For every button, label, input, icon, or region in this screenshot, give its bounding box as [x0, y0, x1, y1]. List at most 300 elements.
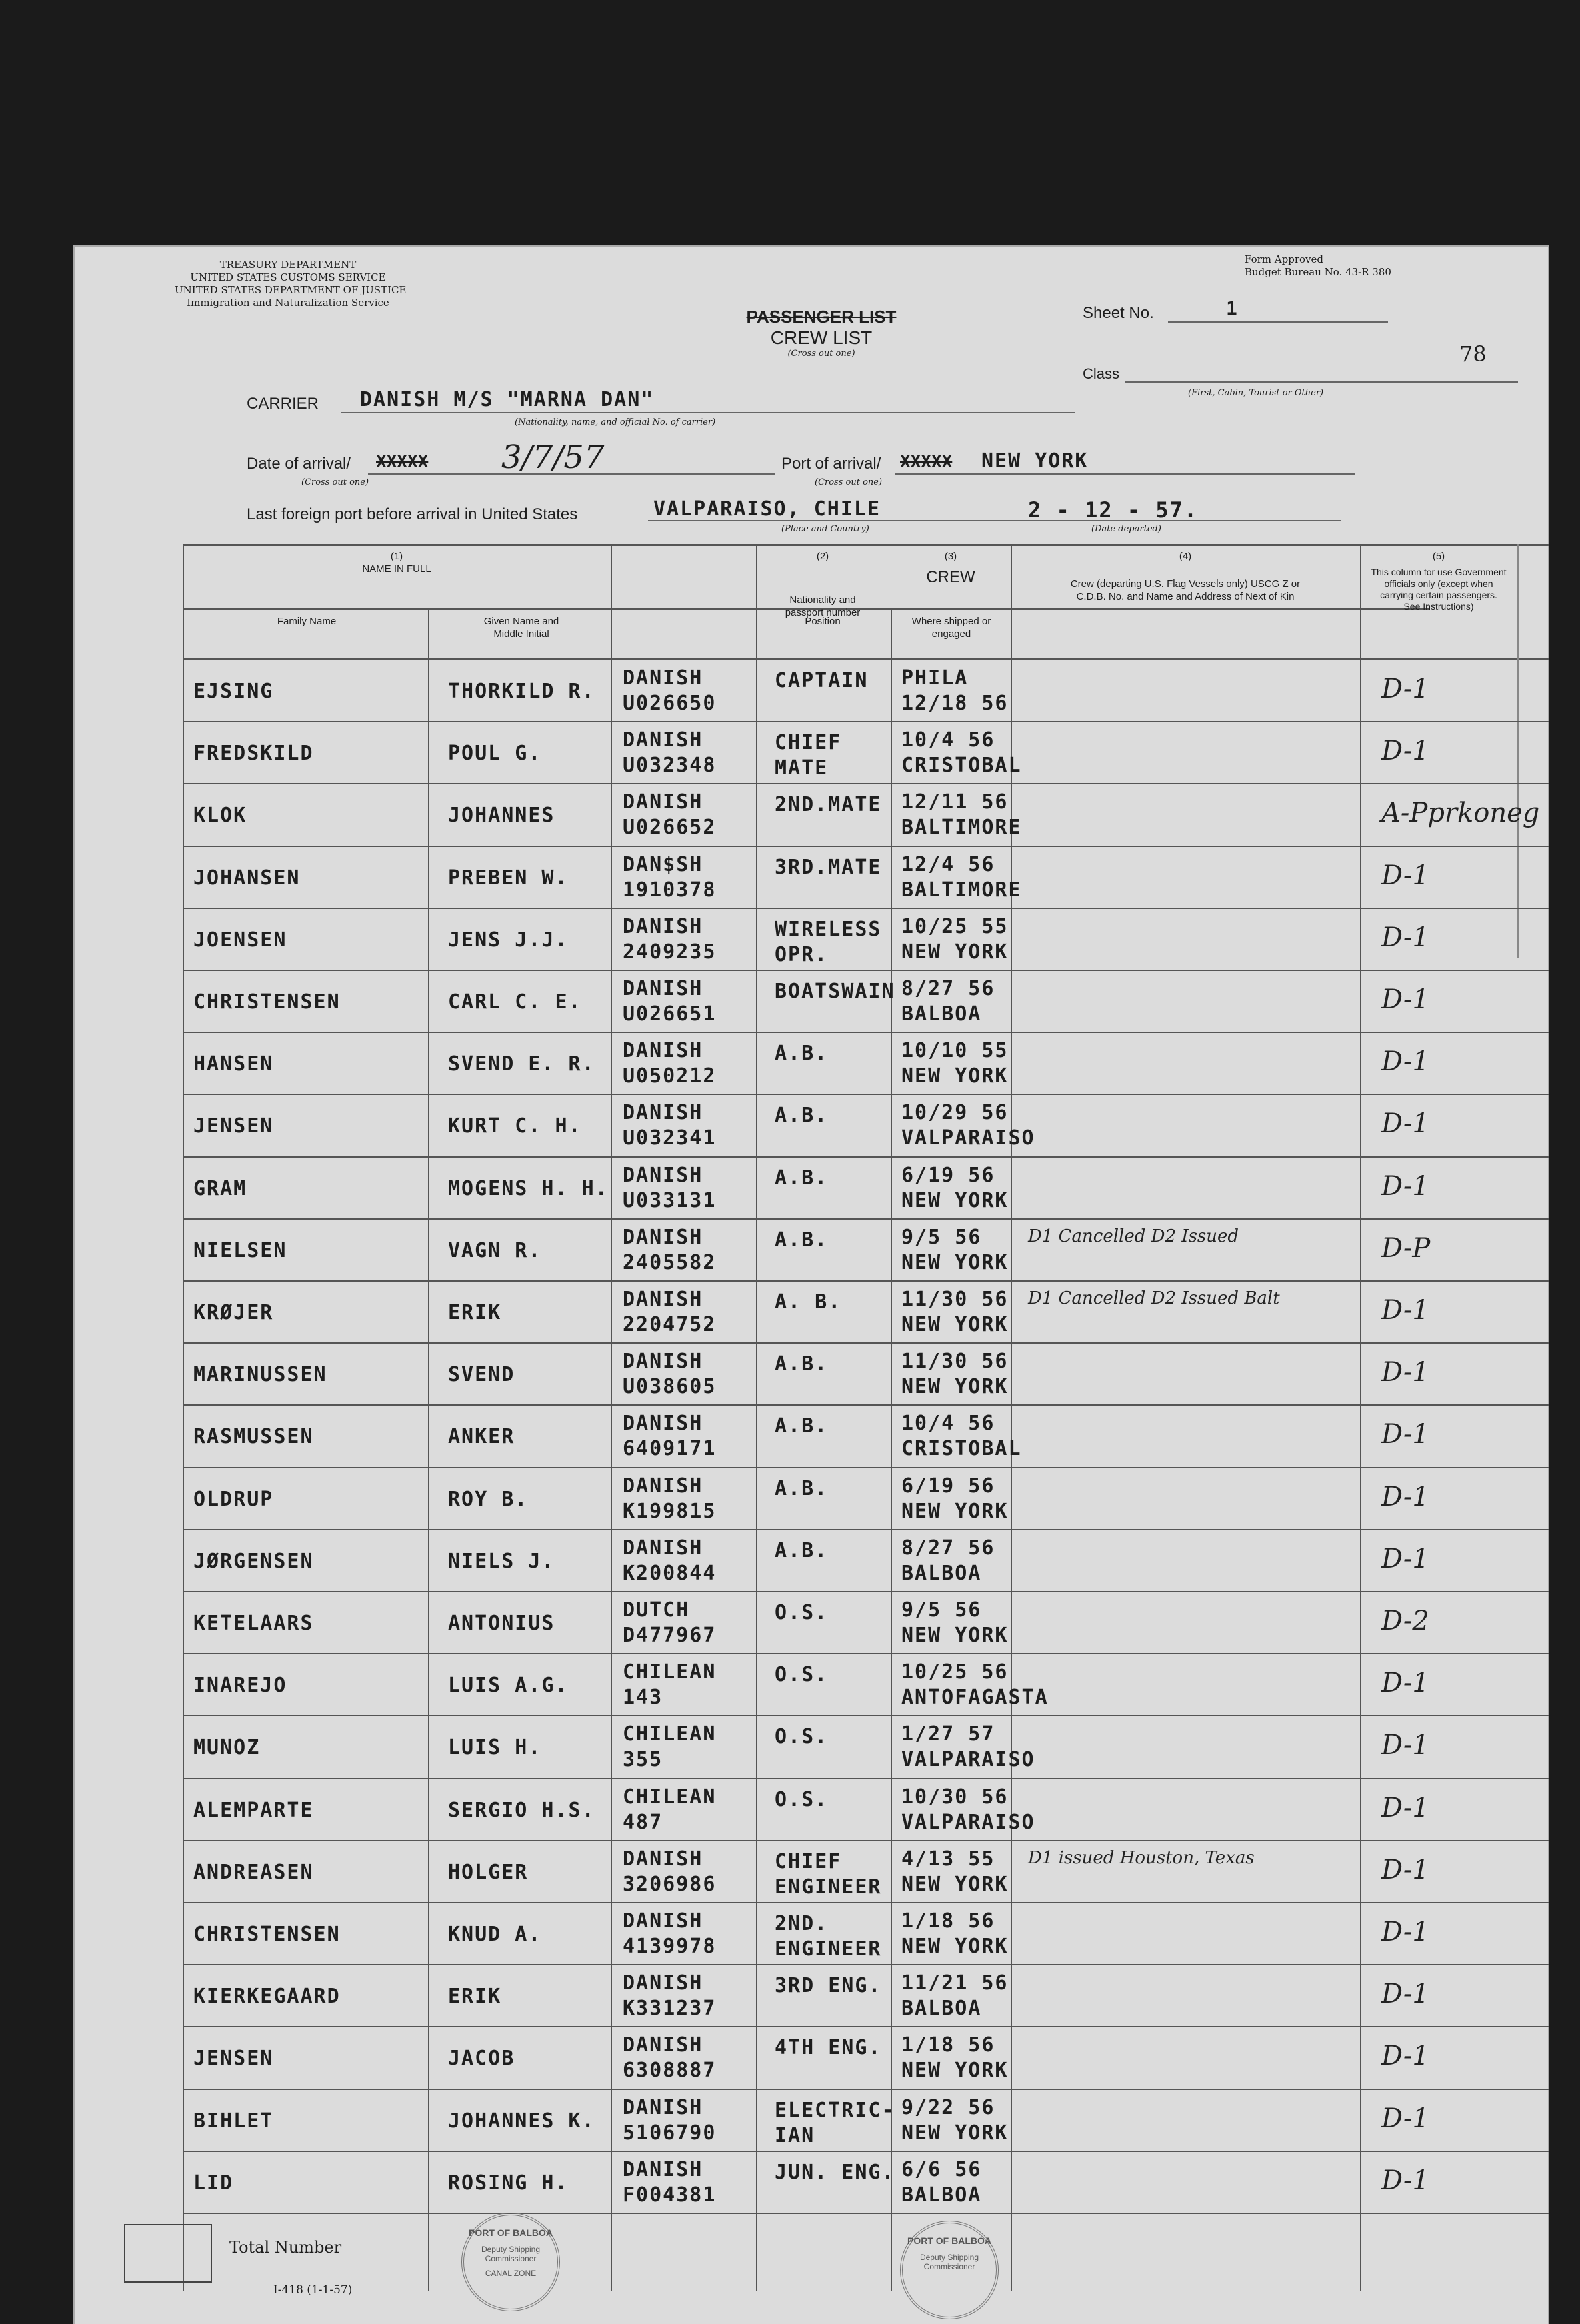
passport-cell: 3206986 — [623, 1872, 717, 1896]
position-cell: JUN. ENG. — [775, 2160, 895, 2184]
given-name-cell: THORKILD R. — [448, 680, 595, 703]
port-stamp-1 — [461, 2213, 560, 2311]
passport-cell: 6308887 — [623, 2059, 717, 2083]
nationality-cell: DANISH — [623, 2095, 703, 2119]
passport-cell: 2405582 — [623, 1250, 717, 1274]
given-name-cell: JACOB — [448, 2047, 515, 2071]
official-remark: D-1 — [1381, 984, 1429, 1015]
position-cell: 2ND.MATE — [775, 793, 882, 817]
carrier-note: (Nationality, name, and official No. of carrier) — [515, 417, 716, 427]
row-rule — [183, 2026, 1549, 2027]
col-5-number: (5) — [1432, 551, 1445, 562]
last-port-label: Last foreign port before arrival in United States — [247, 505, 578, 523]
header-bottom-border — [183, 658, 1549, 660]
row-rule — [183, 2089, 1549, 2090]
passport-cell: 2409235 — [623, 940, 717, 964]
position-cell: O.S. — [775, 1601, 829, 1624]
row-rule — [183, 1032, 1549, 1033]
col-rule-left — [183, 544, 184, 2291]
given-name-cell: LUIS H. — [448, 1736, 542, 1760]
row-rule — [183, 1778, 1549, 1779]
nationality-cell: CHILEAN — [623, 1660, 717, 1684]
official-remark: D-1 — [1381, 860, 1429, 891]
position-cell: A.B. — [775, 1042, 829, 1066]
position-cell: BOATSWAIN — [775, 980, 895, 1003]
position-cell: A.B. — [775, 1538, 829, 1562]
shipped-date-cell: 9/5 56 — [901, 1598, 982, 1622]
family-name-cell: JOENSEN — [193, 928, 287, 952]
nationality-cell: DANISH — [623, 1412, 703, 1436]
shipped-place-cell: NEW YORK — [901, 1250, 1009, 1274]
arrival-date: 3/7/57 — [501, 439, 605, 476]
departure-note: (Date departed) — [1091, 524, 1161, 534]
nationality-cell: DANISH — [623, 1288, 703, 1311]
sheet-number: 1 — [1226, 297, 1237, 319]
official-remark: D-1 — [1381, 736, 1429, 767]
departure-date: 2 - 12 - 57. — [1028, 497, 1199, 523]
nationality-cell: DANISH — [623, 914, 703, 938]
title-note: (Cross out one) — [787, 349, 855, 359]
position-cell: O.S. — [775, 1663, 829, 1687]
row-rule — [183, 1964, 1549, 1965]
col-rule-next-of-kin — [1360, 544, 1361, 2291]
passport-cell: 355 — [623, 1748, 663, 1772]
nationality-cell: DANISH — [623, 1039, 703, 1063]
official-remark: D-1 — [1381, 1730, 1429, 1761]
row-rule — [183, 1902, 1549, 1903]
col-rule-right — [1517, 544, 1519, 958]
family-name-cell: JENSEN — [193, 2047, 274, 2071]
official-remark: D-1 — [1381, 2165, 1429, 2196]
position-cell: ELECTRIC- IAN — [775, 2098, 895, 2147]
shipped-date-cell: PHILA — [901, 666, 969, 690]
shipped-date-cell: 1/18 56 — [901, 2033, 995, 2057]
form-code: I-418 (1-1-57) — [273, 2283, 353, 2297]
official-remark: D-1 — [1381, 1357, 1429, 1388]
row-rule — [183, 1404, 1549, 1406]
official-remark: D-1 — [1381, 2041, 1429, 2072]
shipped-date-cell: 6/19 56 — [901, 1474, 995, 1498]
official-remark: D-1 — [1381, 2103, 1429, 2134]
nationality-cell: CHILEAN — [623, 1785, 717, 1809]
row-rule — [183, 1715, 1549, 1716]
shipped-place-cell: BALBOA — [901, 1561, 982, 1585]
shipped-date-cell: 10/4 56 — [901, 1412, 995, 1436]
shipped-place-cell: NEW YORK — [901, 940, 1009, 964]
shipped-place-cell: NEW YORK — [901, 1375, 1009, 1399]
shipped-place-cell: ANTOFAGASTA — [901, 1686, 1049, 1710]
nationality-header: Nationality and passport number — [785, 594, 861, 618]
row-rule — [183, 1653, 1549, 1654]
passport-cell: 5106790 — [623, 2121, 717, 2145]
family-name-cell: KETELAARS — [193, 1612, 314, 1635]
shipped-date-cell: 10/10 55 — [901, 1039, 1009, 1063]
nationality-cell: DANISH — [623, 1225, 703, 1249]
family-name-cell: MARINUSSEN — [193, 1363, 327, 1387]
position-cell: A.B. — [775, 1352, 829, 1376]
row-rule — [183, 1529, 1549, 1530]
arrival-crossed: XXXXX — [376, 452, 429, 472]
given-name-cell: SVEND E. R. — [448, 1052, 595, 1076]
col-1-header — [183, 550, 611, 575]
last-port-underline — [648, 520, 981, 521]
official-remark: A-Pprkoneg — [1381, 798, 1540, 829]
position-cell: 4TH ENG. — [775, 2036, 882, 2060]
col-3-number: (3) — [944, 551, 957, 562]
shipped-place-cell: VALPARAISO — [901, 1810, 1035, 1834]
arrival-underline — [368, 473, 775, 475]
col-1-number: (1) — [390, 551, 403, 562]
shipped-place-cell: BALTIMORE — [901, 816, 1022, 840]
carrier-label: CARRIER — [247, 395, 319, 413]
crew-list-title: CREW LIST — [770, 327, 873, 348]
family-name-cell: ANDREASEN — [193, 1860, 314, 1884]
passport-cell: 6409171 — [623, 1437, 717, 1461]
official-remark: D-1 — [1381, 1917, 1429, 1947]
table-top-border — [183, 544, 1549, 546]
row-rule — [183, 721, 1549, 722]
shipped-place-cell: VALPARAISO — [901, 1748, 1035, 1772]
position-cell: O.S. — [775, 1725, 829, 1749]
agency-line-1: TREASURY DEPARTMENT — [219, 259, 357, 271]
position-cell: A.B. — [775, 1166, 829, 1190]
given-name-cell: MOGENS H. H. — [448, 1176, 609, 1200]
family-name-cell: OLDRUP — [193, 1487, 274, 1511]
given-name-cell: KURT C. H. — [448, 1114, 582, 1138]
carrier-underline — [341, 412, 1075, 413]
official-remark: D-1 — [1381, 674, 1429, 704]
passport-cell: U038605 — [623, 1375, 717, 1399]
official-remark: D-1 — [1381, 1543, 1429, 1574]
shipped-place-cell: NEW YORK — [901, 1624, 1009, 1647]
given-name-cell: ANKER — [448, 1425, 515, 1449]
family-name-cell: INAREJO — [193, 1674, 287, 1698]
family-name-cell: FREDSKILD — [193, 742, 314, 766]
stamp-1-bottom: CANAL ZONE — [485, 2269, 537, 2278]
passport-cell: U032341 — [623, 1126, 717, 1150]
passport-cell: 143 — [623, 1686, 663, 1710]
col-rule-position — [891, 608, 892, 2291]
shipped-place-cell: NEW YORK — [901, 1313, 1009, 1336]
row-rule — [183, 2213, 1549, 2214]
port-underline — [895, 473, 1355, 475]
position-cell: 3RD.MATE — [775, 855, 882, 879]
position-cell: A.B. — [775, 1228, 829, 1252]
row-rule — [183, 1094, 1549, 1095]
official-remark: D-1 — [1381, 1046, 1429, 1078]
position-cell: A.B. — [775, 1104, 829, 1128]
official-remark: D-1 — [1381, 922, 1429, 953]
position-cell: 3RD ENG. — [775, 1974, 882, 1998]
given-name-cell: ROSING H. — [448, 2171, 569, 2195]
official-remark: D-1 — [1381, 1295, 1429, 1326]
official-remark: D-1 — [1381, 1419, 1429, 1450]
nationality-cell: DANISH — [623, 1847, 703, 1871]
given-name-cell: NIELS J. — [448, 1549, 555, 1573]
col-1-title: NAME IN FULL — [362, 563, 431, 575]
shipped-date-cell: 10/25 55 — [901, 914, 1009, 938]
handwritten-note: D1 issued Houston, Texas — [1028, 1847, 1255, 1868]
crossed-title: PASSENGER LIST — [746, 307, 897, 327]
position-cell: A.B. — [775, 1414, 829, 1438]
arrival-note: (Cross out one) — [301, 477, 369, 487]
shipped-place-cell: NEW YORK — [901, 2059, 1009, 2083]
nationality-cell: DANISH — [623, 728, 703, 752]
col-rule-family — [428, 608, 429, 2291]
given-name-cell: ROY B. — [448, 1487, 529, 1511]
given-name-header: Given Name and Middle Initial — [483, 616, 559, 640]
col-rule-nationality — [756, 544, 757, 2291]
row-rule — [183, 1156, 1549, 1158]
position-cell: CHIEF ENGINEER — [775, 1849, 882, 1899]
agency-line-2: UNITED STATES CUSTOMS SERVICE — [190, 271, 386, 283]
family-name-cell: NIELSEN — [193, 1238, 287, 1262]
position-cell: A.B. — [775, 1476, 829, 1500]
shipped-date-cell: 8/27 56 — [901, 1536, 995, 1560]
nationality-cell: DANISH — [623, 1474, 703, 1498]
nationality-cell: DANISH — [623, 2033, 703, 2057]
total-number-box — [124, 2224, 212, 2283]
passport-cell: U026650 — [623, 692, 717, 715]
passport-cell: 1910378 — [623, 878, 717, 902]
shipped-date-cell: 10/29 56 — [901, 1101, 1009, 1125]
passport-cell: U026652 — [623, 816, 717, 840]
row-rule — [183, 908, 1549, 909]
col-rule-name — [611, 544, 612, 2291]
stamp-1-sub: Deputy Shipping Commissioner — [481, 2245, 541, 2263]
row-rule — [183, 1218, 1549, 1220]
family-name-header: Family Name — [277, 616, 337, 627]
nationality-cell: DANISH — [623, 1101, 703, 1125]
given-name-cell: POUL G. — [448, 742, 542, 766]
position-cell: A. B. — [775, 1290, 842, 1314]
row-rule — [183, 970, 1549, 971]
next-of-kin-header: Crew (departing U.S. Flag Vessels only) USCG Z or C.D.B. No. and Name and Address of Next of Kin — [1070, 578, 1301, 602]
given-name-cell: JOHANNES — [448, 804, 555, 828]
nationality-cell: CHILEAN — [623, 1722, 717, 1747]
official-remark: D-1 — [1381, 1854, 1429, 1885]
official-remark: D-1 — [1381, 1108, 1429, 1140]
position-cell: CHIEF MATE — [775, 731, 842, 780]
official-remark: D-1 — [1381, 1792, 1429, 1823]
given-name-cell: CARL C. E. — [448, 990, 582, 1014]
row-rule — [183, 1280, 1549, 1282]
passport-cell: U033131 — [623, 1188, 717, 1212]
nationality-cell: DANISH — [623, 1163, 703, 1187]
shipped-date-cell: 11/30 56 — [901, 1350, 1009, 1374]
given-name-cell: ANTONIUS — [448, 1612, 555, 1635]
nationality-cell: DANISH — [623, 1350, 703, 1374]
class-note: (First, Cabin, Tourist or Other) — [1188, 388, 1324, 398]
official-remark: D-P — [1381, 1232, 1431, 1264]
shipped-place-cell: 12/18 56 — [901, 692, 1009, 715]
official-remark: D-2 — [1381, 1606, 1429, 1636]
shipped-date-cell: 10/30 56 — [901, 1785, 1009, 1809]
handwritten-note: D1 Cancelled D2 Issued — [1028, 1226, 1239, 1246]
shipped-date-cell: 9/5 56 — [901, 1225, 982, 1249]
crew-header: CREW — [926, 568, 975, 586]
family-name-cell: CHRISTENSEN — [193, 1923, 341, 1946]
shipped-date-cell: 11/21 56 — [901, 1971, 1009, 1995]
col-4-number: (4) — [1179, 551, 1192, 562]
nationality-cell: DANISH — [623, 1536, 703, 1560]
given-name-cell: ERIK — [448, 1301, 502, 1324]
shipped-date-cell: 12/11 56 — [901, 790, 1009, 814]
shipped-place-cell: NEW YORK — [901, 1188, 1009, 1212]
official-remark: D-1 — [1381, 1979, 1429, 2010]
given-name-cell: SVEND — [448, 1363, 515, 1387]
row-rule — [183, 1342, 1549, 1344]
family-name-cell: JOHANSEN — [193, 866, 301, 890]
position-cell: CAPTAIN — [775, 669, 869, 692]
official-remark: D-1 — [1381, 1481, 1429, 1512]
row-rule — [183, 2151, 1549, 2152]
shipped-date-cell: 11/30 56 — [901, 1288, 1009, 1311]
shipped-place-cell: BALBOA — [901, 1997, 982, 2021]
family-name-cell: JØRGENSEN — [193, 1549, 314, 1573]
shipped-date-cell: 12/4 56 — [901, 852, 995, 876]
position-cell: WIRELESS OPR. — [775, 917, 882, 966]
passport-cell: K199815 — [623, 1499, 717, 1523]
stamp-2-title: PORT OF BALBOA — [907, 2235, 991, 2246]
shipped-place-cell: NEW YORK — [901, 1872, 1009, 1896]
page-number: 78 — [1459, 341, 1487, 367]
shipped-date-cell: 10/4 56 — [901, 728, 995, 752]
arrival-label: Date of arrival/ — [247, 455, 351, 473]
last-port-note: (Place and Country) — [781, 524, 869, 534]
given-name-cell: HOLGER — [448, 1860, 529, 1884]
agency-line-4: Immigration and Naturalization Service — [187, 297, 389, 309]
nationality-cell: DANISH — [623, 1971, 703, 1995]
position-header: Position — [805, 616, 841, 627]
shipped-date-cell: 1/27 57 — [901, 1722, 995, 1747]
agency-line-3: UNITED STATES DEPARTMENT OF JUSTICE — [175, 284, 407, 296]
port-crossed: XXXXX — [900, 452, 953, 472]
given-name-cell: JOHANNES K. — [448, 2109, 595, 2133]
given-name-cell: PREBEN W. — [448, 866, 569, 890]
given-name-cell: KNUD A. — [448, 1923, 542, 1946]
shipped-date-cell: 6/6 56 — [901, 2157, 982, 2181]
last-port-value: VALPARAISO, CHILE — [653, 497, 881, 521]
shipped-place-cell: NEW YORK — [901, 2121, 1009, 2145]
form-approved-line-1: Form Approved — [1245, 253, 1323, 265]
passport-cell: K331237 — [623, 1997, 717, 2021]
shipped-place-cell: NEW YORK — [901, 1935, 1009, 1958]
shipped-date-cell: 8/27 56 — [901, 977, 995, 1000]
stamp-2-sub: Deputy Shipping Commissioner — [919, 2253, 979, 2271]
stamp-1-title: PORT OF BALBOA — [469, 2227, 553, 2238]
shipped-place-cell: CRISTOBAL — [901, 754, 1022, 778]
family-name-cell: EJSING — [193, 680, 274, 703]
given-name-cell: LUIS A.G. — [448, 1674, 569, 1698]
nationality-cell: DAN$SH — [623, 852, 703, 876]
given-name-cell: JENS J.J. — [448, 928, 569, 952]
family-name-cell: KRØJER — [193, 1301, 274, 1324]
family-name-cell: BIHLET — [193, 2109, 274, 2133]
shipped-place-cell: BALBOA — [901, 1002, 982, 1026]
crew-list-document — [75, 247, 1548, 2324]
nationality-cell: DANISH — [623, 666, 703, 690]
family-name-cell: ALEMPARTE — [193, 1798, 314, 1822]
passport-cell: U050212 — [623, 1064, 717, 1088]
passport-cell: U032348 — [623, 754, 717, 778]
official-use-header: This column for use Government officials only (except when carrying certain passengers. See Instructions) — [1371, 567, 1507, 612]
given-name-cell: SERGIO H.S. — [448, 1798, 595, 1822]
form-approved-line-2: Budget Bureau No. 43-R 380 — [1245, 266, 1391, 278]
shipped-place-cell: NEW YORK — [901, 1499, 1009, 1523]
shipped-date-cell: 6/19 56 — [901, 1163, 995, 1187]
shipped-date-cell: 1/18 56 — [901, 1909, 995, 1933]
port-label: Port of arrival/ — [781, 455, 881, 473]
nationality-cell: DANISH — [623, 977, 703, 1000]
carrier-value: DANISH M/S "MARNA DAN" — [360, 388, 655, 411]
passport-cell: K200844 — [623, 1561, 717, 1585]
given-name-cell: VAGN R. — [448, 1238, 542, 1262]
shipped-date-cell: 4/13 55 — [901, 1847, 995, 1871]
passport-cell: 487 — [623, 1810, 663, 1834]
nationality-cell: DANISH — [623, 2157, 703, 2181]
nationality-cell: DUTCH — [623, 1598, 690, 1622]
family-name-cell: JENSEN — [193, 1114, 274, 1138]
passport-cell: 2204752 — [623, 1313, 717, 1336]
shipped-header: Where shipped or engaged — [911, 616, 991, 640]
family-name-cell: MUNOZ — [193, 1736, 261, 1760]
title-block — [688, 307, 955, 359]
port-value: NEW YORK — [981, 449, 1089, 473]
shipped-place-cell: VALPARAISO — [901, 1126, 1035, 1150]
shipped-place-cell: BALTIMORE — [901, 878, 1022, 902]
row-rule — [183, 1840, 1549, 1841]
shipped-place-cell: BALBOA — [901, 2183, 982, 2207]
shipped-place-cell: CRISTOBAL — [901, 1437, 1022, 1461]
row-rule — [183, 1591, 1549, 1592]
passport-cell: U026651 — [623, 1002, 717, 1026]
row-rule — [183, 1467, 1549, 1468]
nationality-cell: DANISH — [623, 1909, 703, 1933]
official-remark: D-1 — [1381, 1668, 1429, 1699]
passport-cell: D477967 — [623, 1624, 717, 1647]
class-underline — [1125, 381, 1518, 383]
class-label: Class — [1083, 365, 1120, 382]
shipped-date-cell: 10/25 56 — [901, 1660, 1009, 1684]
position-cell: 2ND. ENGINEER — [775, 1912, 882, 1961]
sheet-label: Sheet No. — [1083, 304, 1154, 322]
row-rule — [183, 846, 1549, 847]
official-remark: D-1 — [1381, 1170, 1429, 1202]
shipped-date-cell: 9/22 56 — [901, 2095, 995, 2119]
family-name-cell: GRAM — [193, 1176, 247, 1200]
shipped-place-cell: NEW YORK — [901, 1064, 1009, 1088]
family-name-cell: KLOK — [193, 804, 247, 828]
port-stamp-2 — [900, 2221, 999, 2319]
passport-cell: 4139978 — [623, 1935, 717, 1958]
family-name-cell: KIERKEGAARD — [193, 1985, 341, 2009]
row-rule — [183, 783, 1549, 784]
given-name-cell: ERIK — [448, 1985, 502, 2009]
family-name-cell: CHRISTENSEN — [193, 990, 341, 1014]
col-2-number: (2) — [816, 551, 829, 562]
handwritten-note: D1 Cancelled D2 Issued Balt — [1028, 1288, 1280, 1308]
col-rule-crew — [1011, 544, 1012, 2291]
family-name-cell: HANSEN — [193, 1052, 274, 1076]
total-number-label: Total Number — [229, 2238, 342, 2257]
agency-header — [175, 259, 407, 309]
form-approved — [1245, 253, 1391, 279]
nationality-cell: DANISH — [623, 790, 703, 814]
sheet-underline — [1168, 321, 1388, 323]
family-name-cell: RASMUSSEN — [193, 1425, 314, 1449]
family-name-cell: LID — [193, 2171, 234, 2195]
